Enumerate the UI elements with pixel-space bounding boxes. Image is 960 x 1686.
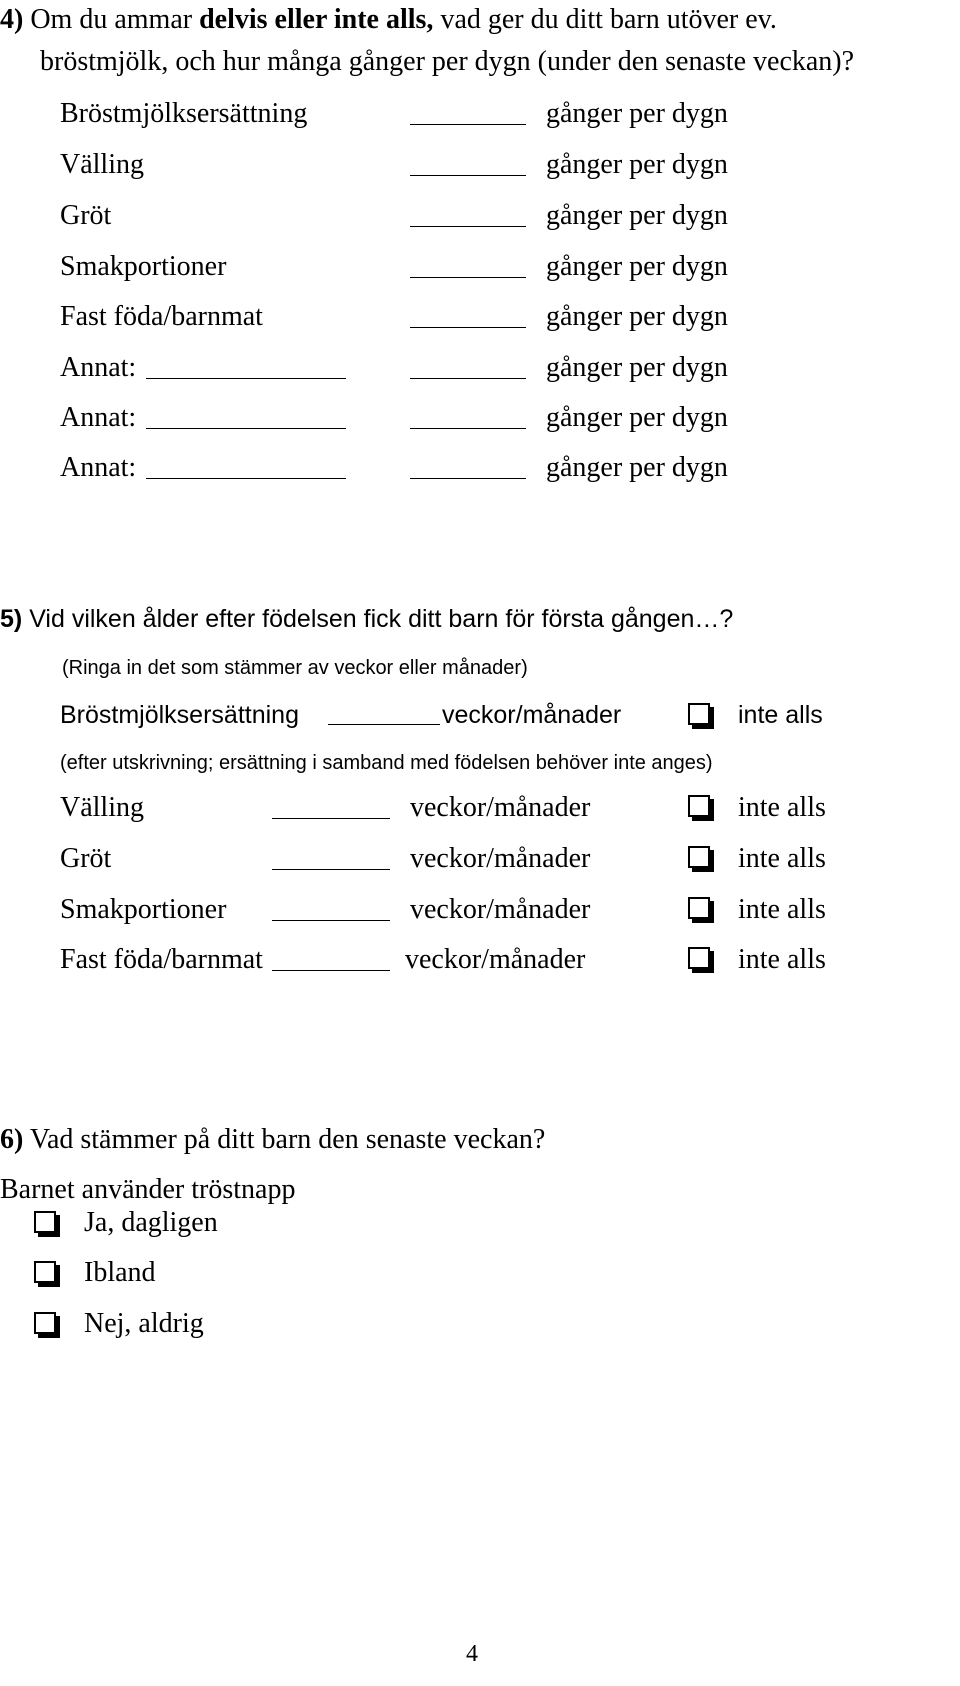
q5-age-blank[interactable] <box>272 920 390 921</box>
q4-row-label: Välling <box>60 149 144 180</box>
q5-instruction: (Ringa in det som stämmer av veckor eller månader) <box>62 657 528 679</box>
q5-row-unit: veckor/månader <box>410 792 591 823</box>
q5-heading <box>0 604 733 634</box>
q4-intro: Om du ammar <box>30 4 193 35</box>
q5-question: Vid vilken ålder efter födelsen fick ditt barn för första gången…? <box>29 605 734 633</box>
q6-option-checkbox[interactable] <box>34 1312 56 1334</box>
q5-row-unit: veckor/månader <box>442 701 622 729</box>
q5-row-label: Smakportioner <box>60 894 227 925</box>
q5-not-at-all-checkbox[interactable] <box>688 947 710 969</box>
q6-subquestion: Barnet använder tröstnapp <box>0 1174 296 1205</box>
q5-not-at-all-label: inte alls <box>738 701 823 729</box>
q4-count-blank[interactable] <box>410 378 526 379</box>
q5-not-at-all-label: inte alls <box>738 792 826 823</box>
q5-note: (efter utskrivning; ersättning i samband med födelsen behöver inte anges) <box>60 752 713 774</box>
q4-row-unit: gånger per dygn <box>546 149 728 180</box>
q4-row-unit: gånger per dygn <box>546 301 728 332</box>
q4-row-label: Fast föda/barnmat <box>60 301 263 332</box>
q4-row-label: Annat: <box>60 402 137 433</box>
q5-not-at-all-label: inte alls <box>738 843 826 874</box>
q5-not-at-all-checkbox[interactable] <box>688 703 710 725</box>
q5-row-label: Fast föda/barnmat <box>60 944 263 975</box>
q4-other-blank[interactable] <box>146 428 346 429</box>
q5-not-at-all-checkbox[interactable] <box>688 846 710 868</box>
q5-age-blank[interactable] <box>272 818 390 819</box>
q4-row-unit: gånger per dygn <box>546 200 728 231</box>
q6-option-checkbox[interactable] <box>34 1261 56 1283</box>
q4-row-unit: gånger per dygn <box>546 402 728 433</box>
q4-row-label: Bröstmjölksersättning <box>60 98 308 129</box>
q4-row-unit: gånger per dygn <box>546 352 728 383</box>
q4-row-label: Annat: <box>60 352 137 383</box>
q5-age-blank[interactable] <box>328 724 440 725</box>
q5-row-unit: veckor/månader <box>405 944 586 975</box>
page-number: 4 <box>466 1641 478 1667</box>
q6-heading <box>0 1124 545 1156</box>
q4-count-blank[interactable] <box>410 327 526 328</box>
q4-count-blank[interactable] <box>410 478 526 479</box>
q6-option-checkbox[interactable] <box>34 1211 56 1233</box>
q4-row-unit: gånger per dygn <box>546 98 728 129</box>
q5-number: 5) <box>0 605 23 633</box>
q5-row-label: Gröt <box>60 843 112 874</box>
q5-age-blank[interactable] <box>272 970 390 971</box>
q6-option-label: Nej, aldrig <box>84 1308 204 1339</box>
q4-count-blank[interactable] <box>410 277 526 278</box>
q5-not-at-all-label: inte alls <box>738 944 826 975</box>
q4-row-unit: gånger per dygn <box>546 251 728 282</box>
q4-count-blank[interactable] <box>410 124 526 125</box>
q6-option-label: Ja, dagligen <box>84 1207 218 1238</box>
q4-number: 4) <box>0 4 24 35</box>
q4-count-blank[interactable] <box>410 226 526 227</box>
q4-rest: vad ger du ditt barn utöver ev. <box>440 4 777 35</box>
q5-not-at-all-checkbox[interactable] <box>688 897 710 919</box>
q6-number: 6) <box>0 1124 24 1155</box>
q4-row-label: Annat: <box>60 452 137 483</box>
q4-other-blank[interactable] <box>146 478 346 479</box>
q4-count-blank[interactable] <box>410 175 526 176</box>
q5-row-unit: veckor/månader <box>410 843 591 874</box>
q4-other-blank[interactable] <box>146 378 346 379</box>
q4-heading-line2: bröstmjölk, och hur många gånger per dygn (under den senaste veckan)? <box>40 46 855 77</box>
q5-not-at-all-label: inte alls <box>738 894 826 925</box>
q5-row-unit: veckor/månader <box>410 894 591 925</box>
q4-row-label: Gröt <box>60 200 112 231</box>
q4-row-label: Smakportioner <box>60 251 227 282</box>
q4-row-unit: gånger per dygn <box>546 452 728 483</box>
q4-count-blank[interactable] <box>410 428 526 429</box>
q5-age-blank[interactable] <box>272 869 390 870</box>
q6-question: Vad stämmer på ditt barn den senaste veckan? <box>29 1124 546 1155</box>
q5-row-label: Välling <box>60 792 144 823</box>
q6-option-label: Ibland <box>84 1257 156 1288</box>
q5-not-at-all-checkbox[interactable] <box>688 795 710 817</box>
q4-heading <box>0 4 777 36</box>
q4-bold: delvis eller inte alls, <box>199 4 434 35</box>
q5-row-label: Bröstmjölksersättning <box>60 701 299 729</box>
